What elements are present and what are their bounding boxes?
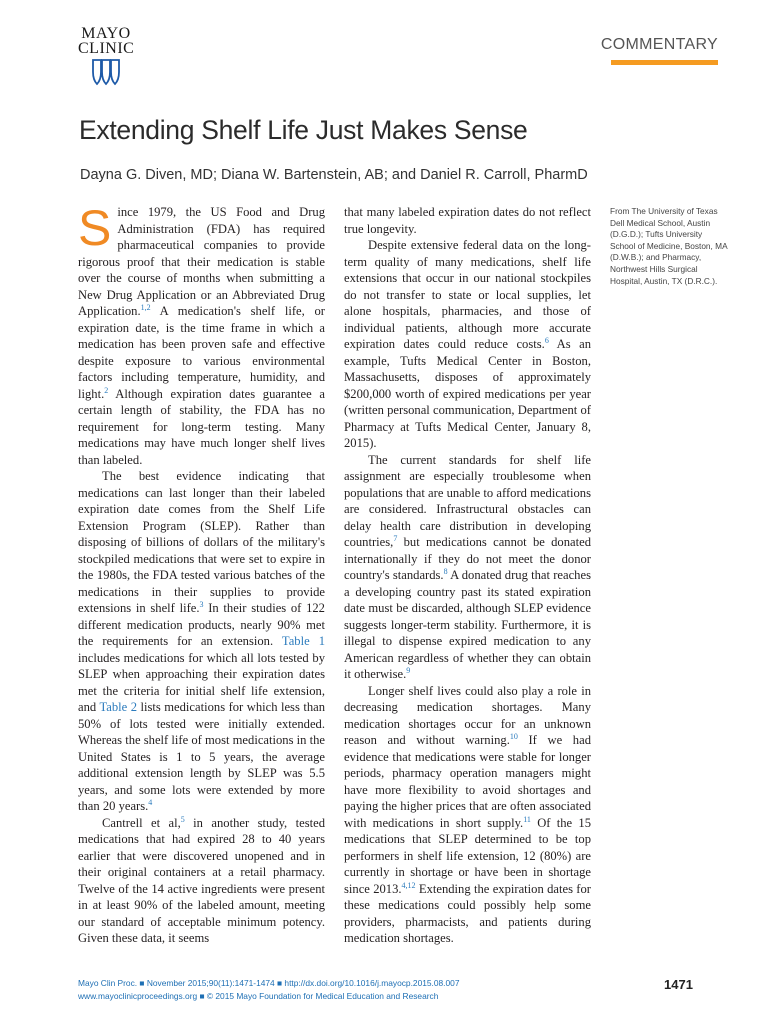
- citation[interactable]: 8: [443, 566, 448, 576]
- citation[interactable]: 2: [104, 385, 109, 395]
- mayo-clinic-logo: [78, 26, 134, 86]
- logo-text-line1: MAYO: [81, 25, 131, 42]
- paragraph: Longer shelf lives could also play a role in decreasing medication shortages. Many medication shortages occur for an unknown reason and without warning.$^{10}$ If we had evidence that medications were stable for longer periods, pharmacy operation managers might have more flexibility to avoid shortages and paying the higher prices that are often associated with medications in short supply.$^{11}$ Of the 15 medications that SLEP determined to be top performers in shelf life extension, 12 (80%) are currently in shortage or have been in shortage since 2013.$^{4,12}$ Extending the expiration dates for these medications could possibly help some providers, pharmacists, and patients during medication shortages.: [344, 683, 591, 945]
- paragraph: Despite extensive federal data on the long-term quality of many medications, shelf life extensions that occur in our national stockpiles do not transfer to state or local supplies, let alone hospitals, pharmacies, and those of individual patients, although more accurate expiration dates could reduce costs.$^6$ As an example, Tufts Medical Center in Boston, Massachusetts, disposes of approximately $200,000 worth of expired medications per year (written personal communication, Department of Pharmacy at Tufts Medical Center, January 8, 2015).: [344, 238, 591, 450]
- citation[interactable]: 10: [509, 731, 518, 741]
- body-column-1: [78, 200, 326, 947]
- article-authors: Dayna G. Diven, MD; Diana W. Bartenstein, AB; and Daniel R. Carroll, PharmD: [80, 167, 588, 183]
- article-title: Extending Shelf Life Just Makes Sense: [79, 115, 528, 145]
- footer-citation-line[interactable]: Mayo Clin Proc. ■ November 2015;90(11):1471-1474 ■ http://dx.doi.org/10.1016/j.mayocp.2015.08.007: [78, 978, 460, 988]
- citation[interactable]: 6: [544, 335, 549, 345]
- citation[interactable]: 7: [393, 533, 398, 543]
- citation[interactable]: 11: [523, 814, 531, 824]
- author-affiliation: From The University of Texas Dell Medical School, Austin (D.G.D.); Tufts University School of Medicine, Boston, MA (D.W.B.); and Pharmacy, Northwest Hills Surgical Hospital, Austin, TX (D.R.C.).: [610, 206, 728, 286]
- logo-text-line2: CLINIC: [78, 40, 135, 57]
- body-column-2: [344, 204, 591, 947]
- citation[interactable]: 1,2: [140, 302, 151, 312]
- paragraph: Cantrell et al,$^5$ in another study, tested medications that had expired 28 to 40 years earlier that were discovered unopened and in their original containers at a retail pharmacy. Twelve of the 14 active ingredients were present in at least 90% of the labeled amount, meeting our standard of acceptable minimum potency. Given these data, it seems: [78, 814, 325, 945]
- paragraph: The current standards for shelf life assignment are especially troublesome when populations that are unable to afford medications are considered. Infrastructural obstacles can delay health care distribution in developing countries,$^7$ but medications cannot be donated internationally if they do not meet the donor country's standards.$^8$ A donated drug that reaches a developing country past its stated expiration date must be discarded, although SLEP evidence suggests longer-term stability. Furthermore, it is illegal to dispense expired medication to any American regardless of whether they can obtain it otherwise.$^9$: [344, 452, 591, 681]
- table-2-link[interactable]: Table 2: [99, 700, 137, 714]
- page-number: 1471: [664, 977, 693, 992]
- section-rule: [611, 60, 718, 65]
- citation[interactable]: 3: [199, 599, 204, 609]
- citation[interactable]: 4,12: [401, 880, 416, 890]
- citation[interactable]: 9: [406, 665, 411, 675]
- citation[interactable]: 4: [148, 797, 153, 807]
- table-1-link[interactable]: Table 1: [281, 634, 325, 648]
- paragraph: The best evidence indicating that medications can last longer than their labeled expiration date comes from the Shelf Life Extension Program (SLEP). Rather than disposing of billions of dollars of the military's stockpiled medications that were set to expire in the 1980s, the FDA tested various batches of the medications in their supplies to provide extensions in shelf life.$^3$ In their studies of 122 different medication products, nearly 90% met the requirements for an extension. Table 1 includes medications for which all lots tested by SLEP when approaching their expiration dates met the criteria for initial shelf life extension, and Table 2 lists medications for which less than 50% of lots tested were initially extended. Whereas the shelf life of most medications in the United States is 1 to 5 years, the average additional extension length by SLEP was 5.5 years, and some lots were extended by more than 20 years.$^4$: [78, 469, 326, 813]
- mayo-shields-icon: [91, 58, 121, 86]
- section-label: COMMENTARY: [600, 36, 718, 53]
- citation[interactable]: 5: [180, 814, 185, 824]
- footer-copyright-line[interactable]: www.mayoclinicproceedings.org ■ © 2015 Mayo Foundation for Medical Education and Research: [78, 991, 439, 1001]
- drop-cap: S: [78, 200, 112, 256]
- paragraph: Since 1979, the US Food and Drug Administration (FDA) has required pharmaceutical companies to provide rigorous proof that their medication is stable over the course of months when submitting a New Drug Application or an Abbreviated Drug Application.$^{1,2}$ A medication's shelf life, or expiration date, is the time frame in which a medication has been proven safe and effective despite exposure to various environmental factors including temperature, humidity, and light.$^2$ Although expiration dates guarantee a certain length of stability, the FDA has no requirement for long-term testing. Many medications may have much longer shelf lives than labeled.: [78, 200, 325, 467]
- page-footer: [78, 977, 459, 1003]
- paragraph: that many labeled expiration dates do not reflect true longevity.: [344, 205, 591, 236]
